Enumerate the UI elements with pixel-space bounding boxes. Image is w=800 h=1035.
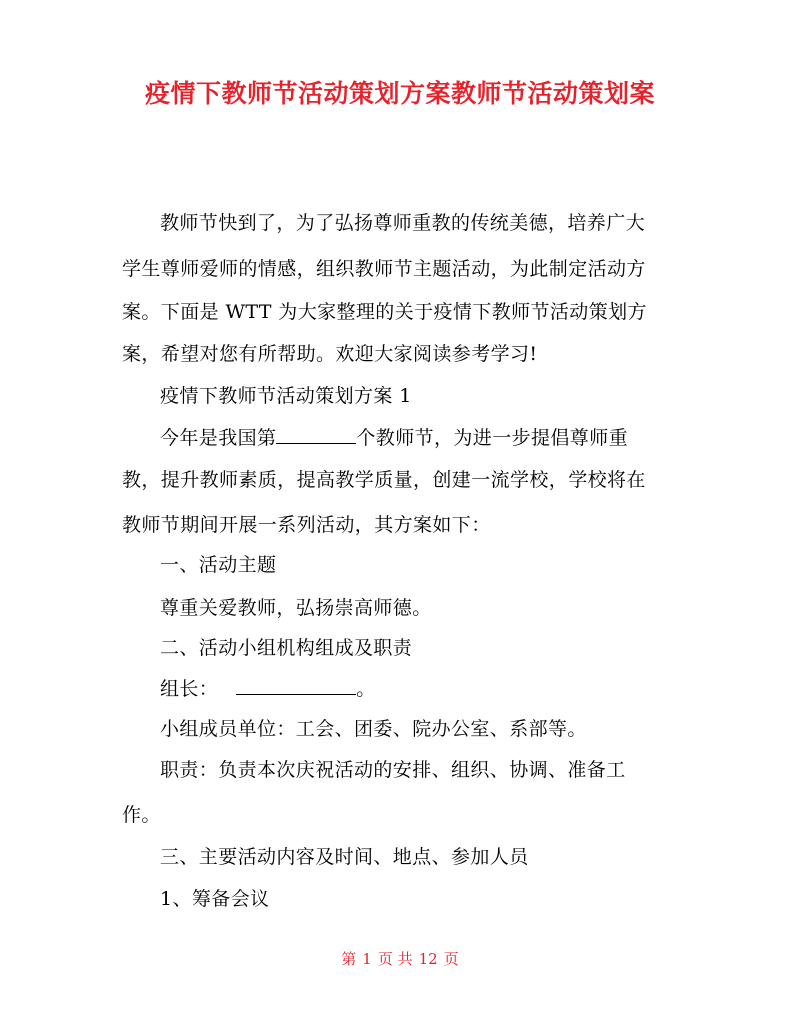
document-title: 疫情下教师节活动策划方案教师节活动策划案 — [144, 79, 655, 108]
leader-end: 。 — [356, 678, 376, 700]
leader-line — [160, 674, 376, 701]
section-heading: 三、主要活动内容及时间、地点、参加人员 — [160, 846, 529, 868]
leader-label: 组长： — [160, 678, 219, 700]
footer-suffix: 页 — [443, 950, 459, 968]
intro-line: 案，希望对您有所帮助。欢迎大家阅读参考学习! — [122, 343, 538, 365]
footer-page-number: 1 — [362, 950, 372, 968]
section-heading: 二、活动小组机构组成及职责 — [160, 637, 413, 659]
paragraph-text: 今年是我国第 — [160, 427, 277, 449]
intro-line: 教师节快到了，为了弘扬尊师重教的传统美德，培养广大 — [160, 212, 646, 234]
paragraph-line: 教，提升教师素质，提高教学质量，创建一流学校，学校将在 — [122, 469, 646, 491]
duty-line: 职责：负责本次庆祝活动的安排、组织、协调、准备工 — [160, 759, 626, 781]
paragraph-line — [160, 423, 628, 450]
paragraph-text: 个教师节，为进一步提倡尊师重 — [356, 427, 629, 449]
intro-line: 学生尊师爱师的情感，组织教师节主题活动，为此制定活动方 — [122, 258, 646, 280]
list-item: 1、筹备会议 — [160, 888, 270, 910]
fill-in-blank — [236, 676, 356, 695]
page-footer — [0, 948, 800, 969]
footer-total-pages: 12 — [418, 950, 438, 968]
section-content: 尊重关爱教师，弘扬崇高师德。 — [160, 597, 432, 619]
members-line: 小组成员单位：工会、团委、院办公室、系部等。 — [160, 718, 587, 740]
intro-line: 案。下面是 WTT 为大家整理的关于疫情下教师节活动策划方 — [122, 301, 647, 323]
duty-line: 作。 — [122, 804, 161, 826]
footer-prefix: 第 — [341, 950, 357, 968]
footer-mid: 页 共 — [377, 950, 413, 968]
section-heading: 一、活动主题 — [160, 554, 277, 576]
paragraph-line: 教师节期间开展一系列活动，其方案如下： — [122, 514, 491, 536]
fill-in-blank — [276, 425, 356, 444]
plan-heading: 疫情下教师节活动策划方案 1 — [160, 385, 412, 407]
